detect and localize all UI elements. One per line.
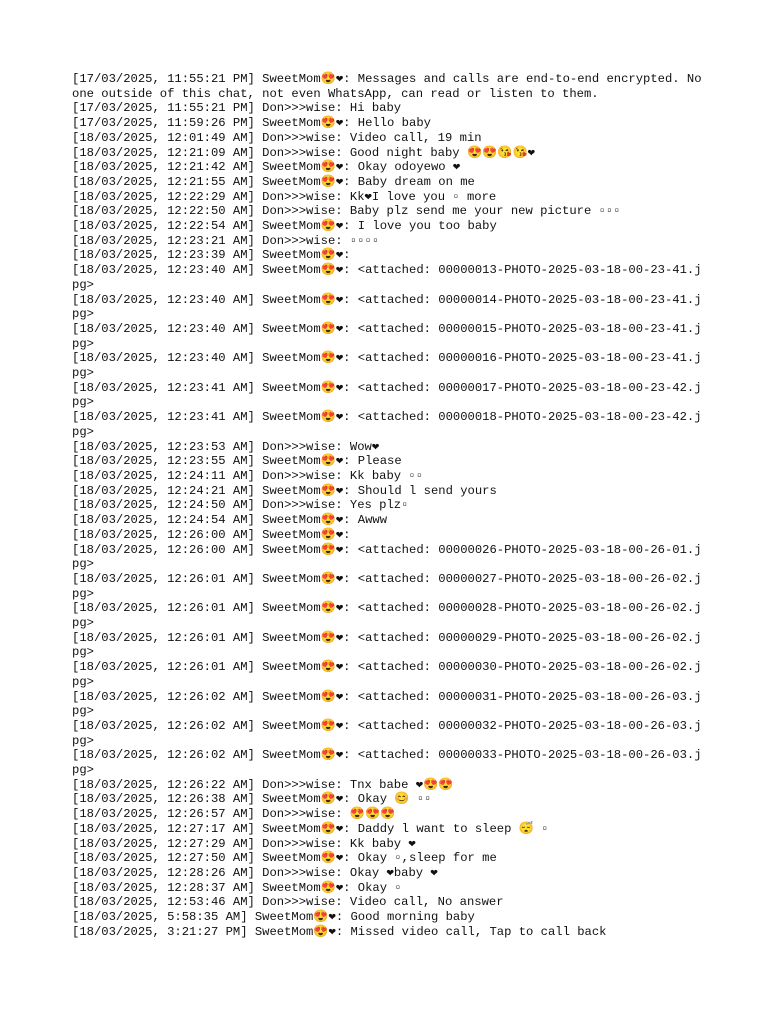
chat-line: [17/03/2025, 11:55:21 PM] SweetMom😍❤: Messages and calls are end-to-end encrypted. No one outside of this chat, not even WhatsApp, can read or listen to them. <box>72 72 709 101</box>
chat-line: [18/03/2025, 12:23:55 AM] SweetMom😍❤: Please <box>72 454 402 469</box>
chat-line: [18/03/2025, 12:22:50 AM] Don>>>wise: Baby plz send me your new picture ▫▫▫ <box>72 204 621 219</box>
chat-line: [18/03/2025, 12:26:00 AM] SweetMom😍❤: <attached: 00000026-PHOTO-2025-03-18-00-26-01.jpg> <box>72 542 702 572</box>
chat-line: [18/03/2025, 12:26:01 AM] SweetMom😍❤: <attached: 00000028-PHOTO-2025-03-18-00-26-02.jpg> <box>72 601 702 631</box>
chat-line: [18/03/2025, 12:26:02 AM] SweetMom😍❤: <attached: 00000033-PHOTO-2025-03-18-00-26-03.jpg> <box>72 748 702 778</box>
chat-line: [18/03/2025, 12:27:17 AM] SweetMom😍❤: Daddy l want to sleep 😴 ▫ <box>72 821 549 836</box>
chat-line: [18/03/2025, 12:26:38 AM] SweetMom😍❤: Okay 😊 ▫▫ <box>72 792 432 807</box>
chat-line: [18/03/2025, 12:23:40 AM] SweetMom😍❤: <attached: 00000014-PHOTO-2025-03-18-00-23-41.jpg> <box>72 292 702 322</box>
chat-line: [18/03/2025, 12:27:50 AM] SweetMom😍❤: Okay ▫,sleep for me <box>72 851 497 866</box>
chat-line: [18/03/2025, 12:26:01 AM] SweetMom😍❤: <attached: 00000029-PHOTO-2025-03-18-00-26-02.jpg> <box>72 630 702 660</box>
chat-line: [18/03/2025, 12:22:54 AM] SweetMom😍❤: I love you too baby <box>72 219 497 234</box>
chat-log <box>72 72 709 939</box>
chat-line: [18/03/2025, 12:53:46 AM] Don>>>wise: Video call, No answer <box>72 895 504 910</box>
chat-line: [17/03/2025, 11:59:26 PM] SweetMom😍❤: Hello baby <box>72 116 431 131</box>
chat-line: [18/03/2025, 12:23:40 AM] SweetMom😍❤: <attached: 00000013-PHOTO-2025-03-18-00-23-41.jpg> <box>72 263 702 292</box>
chat-line: [18/03/2025, 12:23:40 AM] SweetMom😍❤: <attached: 00000016-PHOTO-2025-03-18-00-23-41.jpg> <box>72 351 702 381</box>
chat-line: [18/03/2025, 12:26:01 AM] SweetMom😍❤: <attached: 00000027-PHOTO-2025-03-18-00-26-02.jpg> <box>72 571 702 601</box>
chat-line: [18/03/2025, 12:26:22 AM] Don>>>wise: Tnx babe ❤😍😍 <box>72 777 454 792</box>
chat-line: [18/03/2025, 12:24:50 AM] Don>>>wise: Yes plz▫ <box>72 498 409 513</box>
chat-line: [18/03/2025, 12:24:21 AM] SweetMom😍❤: Should l send yours <box>72 483 497 498</box>
chat-line: [18/03/2025, 12:24:11 AM] Don>>>wise: Kk baby ▫▫ <box>72 468 424 483</box>
chat-line: [18/03/2025, 12:22:29 AM] Don>>>wise: Kk❤I love you ▫ more <box>72 189 497 204</box>
chat-line: [18/03/2025, 12:28:37 AM] SweetMom😍❤: Okay ▫ <box>72 880 402 895</box>
chat-line: [18/03/2025, 12:21:42 AM] SweetMom😍❤: Okay odoyewo ❤ <box>72 160 461 175</box>
chat-line: [18/03/2025, 12:21:55 AM] SweetMom😍❤: Baby dream on me <box>72 174 475 189</box>
chat-line: [18/03/2025, 12:23:40 AM] SweetMom😍❤: <attached: 00000015-PHOTO-2025-03-18-00-23-41.jpg> <box>72 321 702 351</box>
chat-line: [18/03/2025, 5:58:35 AM] SweetMom😍❤: Good morning baby <box>72 910 475 925</box>
chat-line: [18/03/2025, 12:26:02 AM] SweetMom😍❤: <attached: 00000031-PHOTO-2025-03-18-00-26-03.jpg> <box>72 689 702 719</box>
chat-line: [18/03/2025, 12:24:54 AM] SweetMom😍❤: Awww <box>72 513 388 528</box>
document-page <box>72 72 709 939</box>
chat-line: [18/03/2025, 12:21:09 AM] Don>>>wise: Good night baby 😍😍😘😘❤ <box>72 145 535 160</box>
chat-line: [18/03/2025, 12:23:41 AM] SweetMom😍❤: <attached: 00000017-PHOTO-2025-03-18-00-23-42.jpg> <box>72 380 702 410</box>
chat-line: [18/03/2025, 12:26:00 AM] SweetMom😍❤: <box>72 527 351 542</box>
chat-line: [18/03/2025, 12:27:29 AM] Don>>>wise: Kk baby ❤ <box>72 836 416 851</box>
chat-line: [18/03/2025, 12:26:02 AM] SweetMom😍❤: <attached: 00000032-PHOTO-2025-03-18-00-26-03.jpg> <box>72 718 702 748</box>
chat-line: [18/03/2025, 12:23:39 AM] SweetMom😍❤: <box>72 248 351 263</box>
chat-line: [18/03/2025, 12:26:57 AM] Don>>>wise: 😍😍😍 <box>72 807 396 822</box>
chat-line: [18/03/2025, 12:23:41 AM] SweetMom😍❤: <attached: 00000018-PHOTO-2025-03-18-00-23-42.jpg> <box>72 410 702 439</box>
chat-line: [18/03/2025, 12:28:26 AM] Don>>>wise: Okay ❤baby ❤ <box>72 865 438 880</box>
chat-line: [18/03/2025, 12:23:53 AM] Don>>>wise: Wow❤ <box>72 439 380 454</box>
chat-line: [18/03/2025, 3:21:27 PM] SweetMom😍❤: Missed video call, Tap to call back <box>72 924 607 939</box>
chat-line: [18/03/2025, 12:26:01 AM] SweetMom😍❤: <attached: 00000030-PHOTO-2025-03-18-00-26-02.jpg> <box>72 660 702 689</box>
chat-line: [17/03/2025, 11:55:21 PM] Don>>>wise: Hi baby <box>72 101 402 116</box>
chat-line: [18/03/2025, 12:23:21 AM] Don>>>wise: ▫▫▫▫ <box>72 233 380 248</box>
chat-line: [18/03/2025, 12:01:49 AM] Don>>>wise: Video call, 19 min <box>72 130 482 145</box>
